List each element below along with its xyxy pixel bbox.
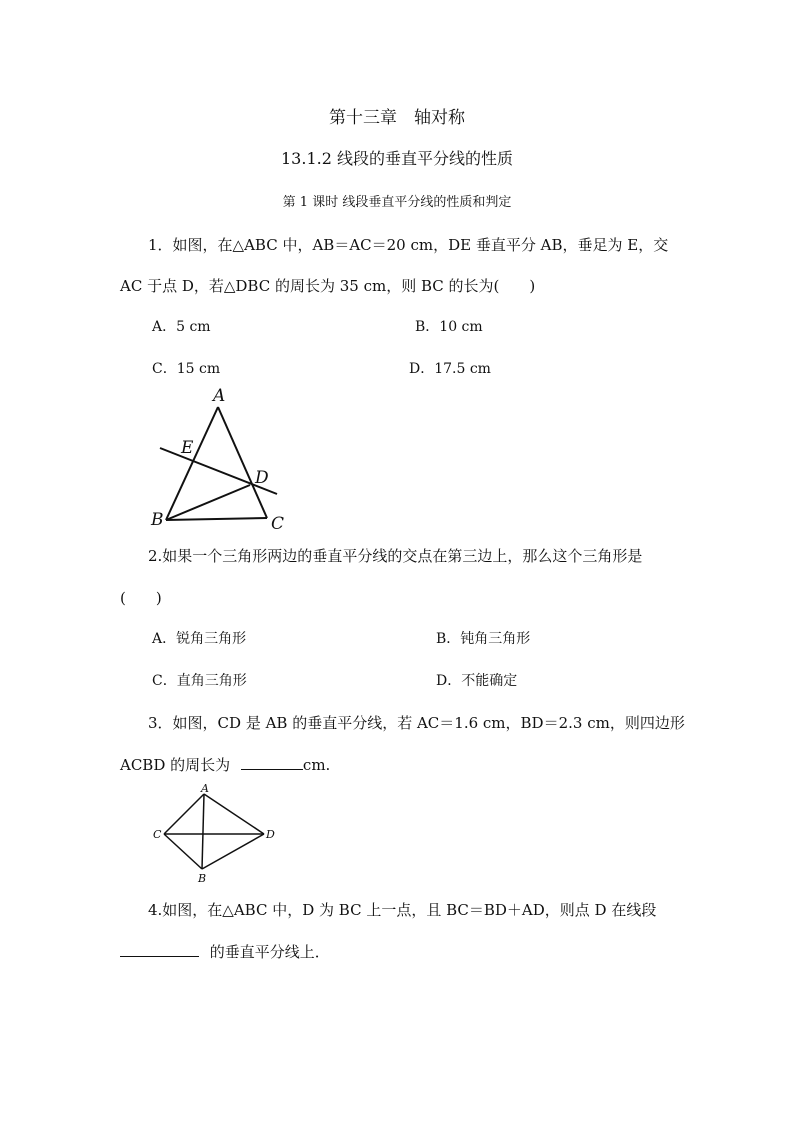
q4-stem-line1: 4.如图，在△ABC 中，D 为 BC 上一点，且 BC＝BD＋AD，则点 D 在线段 bbox=[148, 901, 657, 919]
q3-label-c: C bbox=[153, 828, 162, 841]
q3-unit: cm. bbox=[302, 756, 331, 774]
q1-option-c: C．15 cm bbox=[152, 361, 221, 377]
q3-stem-line2-text: ACBD 的周长为 bbox=[120, 756, 231, 774]
q3-label-a: A bbox=[201, 782, 209, 795]
q2-option-d: D．不能确定 bbox=[436, 673, 518, 689]
q1-side-bc bbox=[166, 518, 267, 520]
q4-answer-blank[interactable] bbox=[120, 942, 199, 957]
q4-stem-line2 bbox=[120, 942, 330, 962]
q2-stem-line1: 2.如果一个三角形两边的垂直平分线的交点在第三边上，那么这个三角形是 bbox=[148, 547, 643, 565]
q3-side-bd bbox=[202, 834, 264, 869]
q1-side-ab bbox=[166, 407, 218, 520]
q3-answer-blank[interactable] bbox=[241, 755, 303, 770]
q1-triangle-figure bbox=[140, 380, 300, 540]
q3-quadrilateral-figure bbox=[150, 782, 280, 888]
q2-option-a: A．锐角三角形 bbox=[152, 631, 247, 647]
chapter-title: 第十三章 轴对称 bbox=[329, 108, 465, 128]
q2-stem-line2: ( ) bbox=[120, 589, 162, 607]
q3-side-bc bbox=[164, 834, 202, 869]
q4-stem-line2-text: 的垂直平分线上． bbox=[209, 943, 330, 961]
q3-label-b: B bbox=[198, 872, 207, 885]
q2-option-b: B．钝角三角形 bbox=[436, 631, 531, 647]
q1-stem-line2: AC 于点 D，若△DBC 的周长为 35 cm，则 BC 的长为( ) bbox=[120, 277, 536, 295]
q2-option-c: C．直角三角形 bbox=[152, 673, 247, 689]
q1-label-b: B bbox=[151, 510, 164, 530]
q1-side-ac bbox=[218, 407, 267, 518]
section-title: 13.1.2 线段的垂直平分线的性质 bbox=[281, 149, 513, 168]
q3-label-d: D bbox=[266, 828, 275, 841]
q1-option-d: D．17.5 cm bbox=[409, 361, 491, 377]
q3-segment-ab bbox=[202, 794, 204, 869]
q1-option-b: B．10 cm bbox=[415, 319, 483, 335]
q1-stem-line1: 1．如图，在△ABC 中，AB＝AC＝20 cm，DE 垂直平分 AB，垂足为 E，交 bbox=[148, 236, 669, 254]
q1-option-a: A．5 cm bbox=[152, 319, 211, 335]
q3-side-ac bbox=[164, 794, 204, 834]
q1-label-a: A bbox=[213, 386, 226, 406]
q1-label-d: D bbox=[255, 468, 269, 488]
q3-stem-line1: 3．如图，CD 是 AB 的垂直平分线，若 AC＝1.6 cm，BD＝2.3 cm，则四边形 bbox=[148, 714, 685, 732]
lesson-title: 第 1 课时 线段垂直平分线的性质和判定 bbox=[282, 195, 512, 210]
q3-side-ad bbox=[204, 794, 264, 834]
q1-label-c: C bbox=[271, 514, 285, 534]
q1-label-e: E bbox=[181, 438, 194, 458]
q3-stem-line2 bbox=[120, 755, 330, 775]
